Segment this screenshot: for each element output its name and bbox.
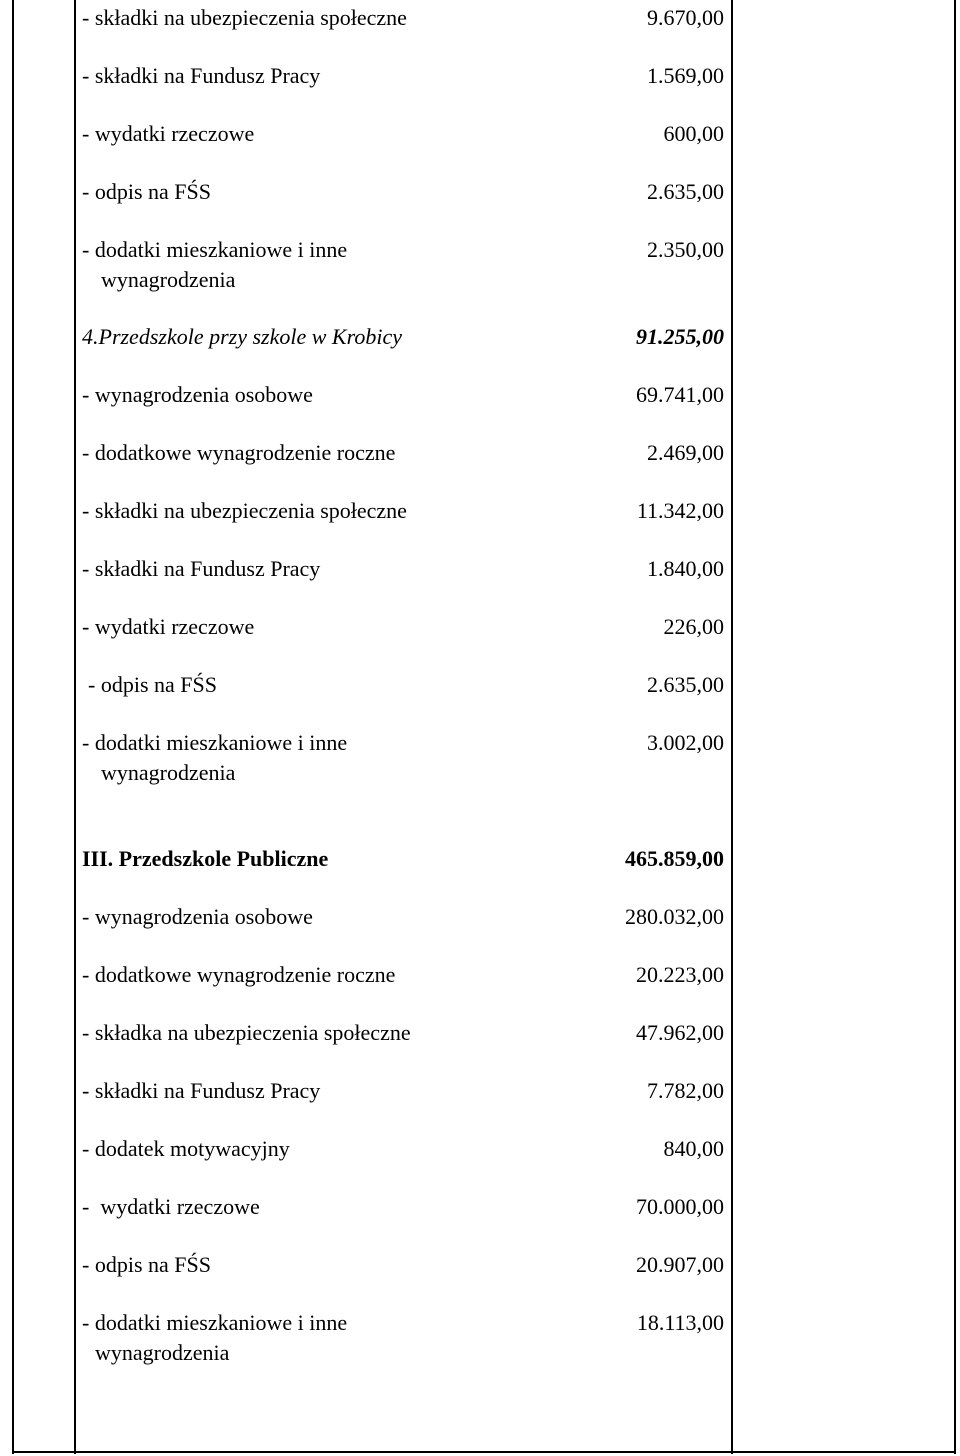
row-value: 69.741,00 xyxy=(636,382,724,407)
row-value: 1.840,00 xyxy=(647,556,724,581)
column-divider-2 xyxy=(731,0,733,1454)
row-value: 2.469,00 xyxy=(647,440,724,465)
row-value: 280.032,00 xyxy=(625,904,724,929)
row-label-line2: wynagrodzenia xyxy=(101,267,236,292)
row-value: 18.113,00 xyxy=(636,1310,724,1335)
section-heading: III. Przedszkole Publiczne xyxy=(82,846,329,871)
row-label-line1: - dodatki mieszkaniowe i inne xyxy=(82,730,348,755)
row-label: - odpis na FŚS xyxy=(82,179,211,204)
row-label-line2: wynagrodzenia xyxy=(101,760,236,785)
row-label-line1: - dodatki mieszkaniowe i inne xyxy=(82,237,348,262)
row-label: - składki na ubezpieczenia społeczne xyxy=(82,5,407,30)
row-label: - składki na Fundusz Pracy xyxy=(82,1078,321,1103)
row-value: 20.907,00 xyxy=(636,1252,724,1277)
table-border-bottom xyxy=(12,1451,955,1453)
row-label: - składka na ubezpieczenia społeczne xyxy=(82,1020,411,1045)
row-label: - dodatkowe wynagrodzenie roczne xyxy=(82,962,396,987)
row-value: 2.350,00 xyxy=(647,237,724,262)
row-label xyxy=(82,235,347,295)
row-label: - wynagrodzenia osobowe xyxy=(82,904,313,929)
row-label: - wydatki rzeczowe xyxy=(82,121,255,146)
row-label xyxy=(82,1308,347,1368)
table-border-left xyxy=(12,0,14,1454)
row-value: 1.569,00 xyxy=(647,63,724,88)
row-label: - wydatki rzeczowe xyxy=(82,1194,260,1219)
row-value: 226,00 xyxy=(663,614,724,639)
row-label: - odpis na FŚS xyxy=(88,672,217,697)
table-border-right xyxy=(954,0,956,1454)
row-label: - składki na Fundusz Pracy xyxy=(82,556,321,581)
row-label: - składki na Fundusz Pracy xyxy=(82,63,321,88)
row-value: 47.962,00 xyxy=(636,1020,724,1045)
row-label: - składki na ubezpieczenia społeczne xyxy=(82,498,407,523)
section-total: 465.859,00 xyxy=(625,846,724,871)
row-value: 9.670,00 xyxy=(647,5,724,30)
row-label: - wydatki rzeczowe xyxy=(82,614,255,639)
row-label xyxy=(82,728,347,788)
section-total: 91.255,00 xyxy=(636,324,724,349)
row-label: - odpis na FŚS xyxy=(82,1252,211,1277)
row-label-line1: - dodatki mieszkaniowe i inne xyxy=(82,1310,348,1335)
row-value: 840,00 xyxy=(663,1136,724,1161)
row-label-line2: wynagrodzenia xyxy=(95,1340,230,1365)
row-value: 600,00 xyxy=(663,121,724,146)
row-label: - wynagrodzenia osobowe xyxy=(82,382,313,407)
row-value: 20.223,00 xyxy=(636,962,724,987)
row-value: 70.000,00 xyxy=(636,1194,724,1219)
row-label: - dodatkowe wynagrodzenie roczne xyxy=(82,440,396,465)
row-label: - dodatek motywacyjny xyxy=(82,1136,290,1161)
section-heading: 4.Przedszkole przy szkole w Krobicy xyxy=(82,324,402,349)
row-value: 7.782,00 xyxy=(647,1078,724,1103)
row-value: 2.635,00 xyxy=(647,179,724,204)
row-value: 3.002,00 xyxy=(647,730,724,755)
row-value: 2.635,00 xyxy=(647,672,724,697)
column-divider-1 xyxy=(74,0,76,1454)
row-value: 11.342,00 xyxy=(636,498,724,523)
